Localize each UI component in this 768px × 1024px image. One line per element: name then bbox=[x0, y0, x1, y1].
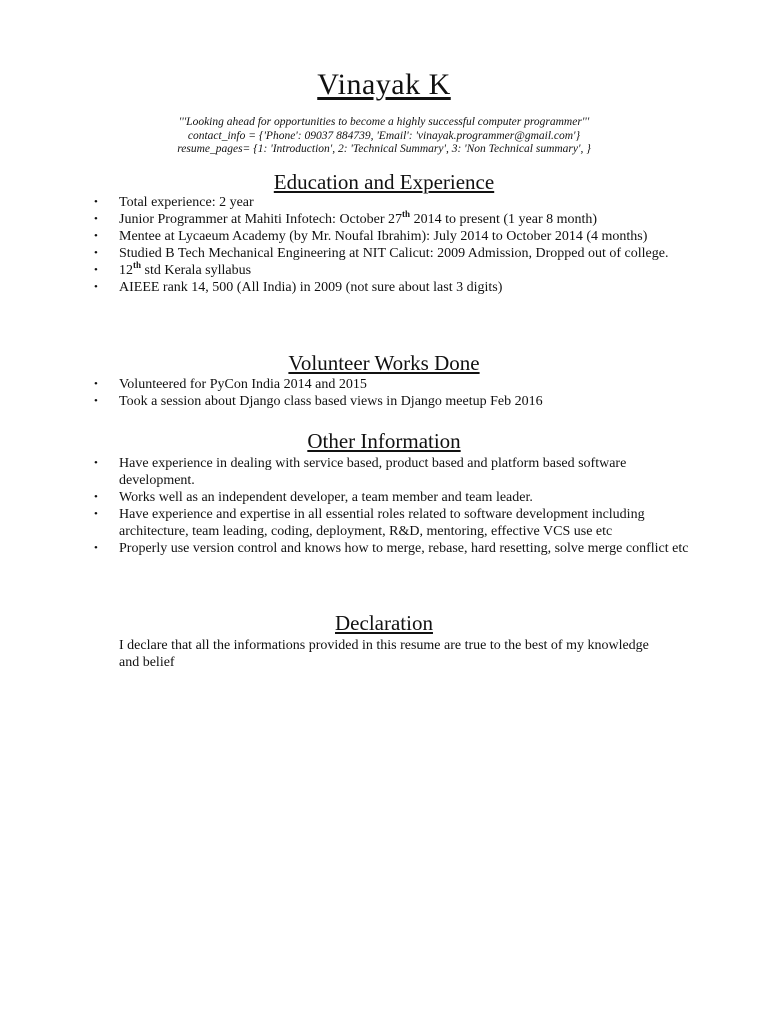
education-list bbox=[94, 194, 694, 296]
list-item: • 12th std Kerala syllabus bbox=[94, 262, 694, 279]
header-code-block bbox=[0, 116, 768, 157]
declaration-text: I declare that all the informations provided in this resume are true to the best of my knowledge and belief bbox=[119, 638, 649, 670]
list-item: • Works well as an independent developer, a team member and team leader. bbox=[94, 489, 694, 506]
list-item: • Have experience and expertise in all essential roles related to software development including architecture, team leading, coding, deployment, R&D, mentoring, effective VCS use etc bbox=[94, 506, 694, 540]
other-info-list bbox=[94, 455, 694, 557]
list-item: • Properly use version control and knows how to merge, rebase, hard resetting, solve merge conflict etc bbox=[94, 540, 694, 557]
tagline-line: '''Looking ahead for opportunities to become a highly successful computer programmer''' bbox=[178, 116, 590, 128]
declaration-section-title: Declaration bbox=[335, 611, 433, 635]
other-info-section-title: Other Information bbox=[307, 429, 461, 453]
list-item: • AIEEE rank 14, 500 (All India) in 2009 (not sure about last 3 digits) bbox=[94, 279, 694, 296]
education-section-title: Education and Experience bbox=[273, 170, 495, 194]
list-item: • Volunteered for PyCon India 2014 and 2015 bbox=[94, 376, 694, 393]
contact-info-line: contact_info = {'Phone': 09037 884739, 'Email': 'vinayak.programmer@gmail.com'} bbox=[187, 129, 581, 142]
volunteer-section-title: Volunteer Works Done bbox=[288, 351, 480, 375]
volunteer-list bbox=[94, 376, 694, 410]
list-item: • Junior Programmer at Mahiti Infotech: October 27th 2014 to present (1 year 8 month) bbox=[94, 211, 694, 228]
list-item: • Studied B Tech Mechanical Engineering at NIT Calicut: 2009 Admission, Dropped out of college. bbox=[94, 245, 694, 262]
list-item: • Mentee at Lycaeum Academy (by Mr. Noufal Ibrahim): July 2014 to October 2014 (4 months) bbox=[94, 228, 694, 245]
list-item: • Took a session about Django class based views in Django meetup Feb 2016 bbox=[94, 393, 694, 410]
list-item: • Have experience in dealing with service based, product based and platform based software development. bbox=[94, 455, 694, 489]
candidate-name: Vinayak K bbox=[317, 68, 451, 101]
list-item: • Total experience: 2 year bbox=[94, 194, 694, 211]
resume-pages-line: resume_pages= {1: 'Introduction', 2: 'Technical Summary', 3: 'Non Technical summary', } bbox=[177, 143, 591, 155]
